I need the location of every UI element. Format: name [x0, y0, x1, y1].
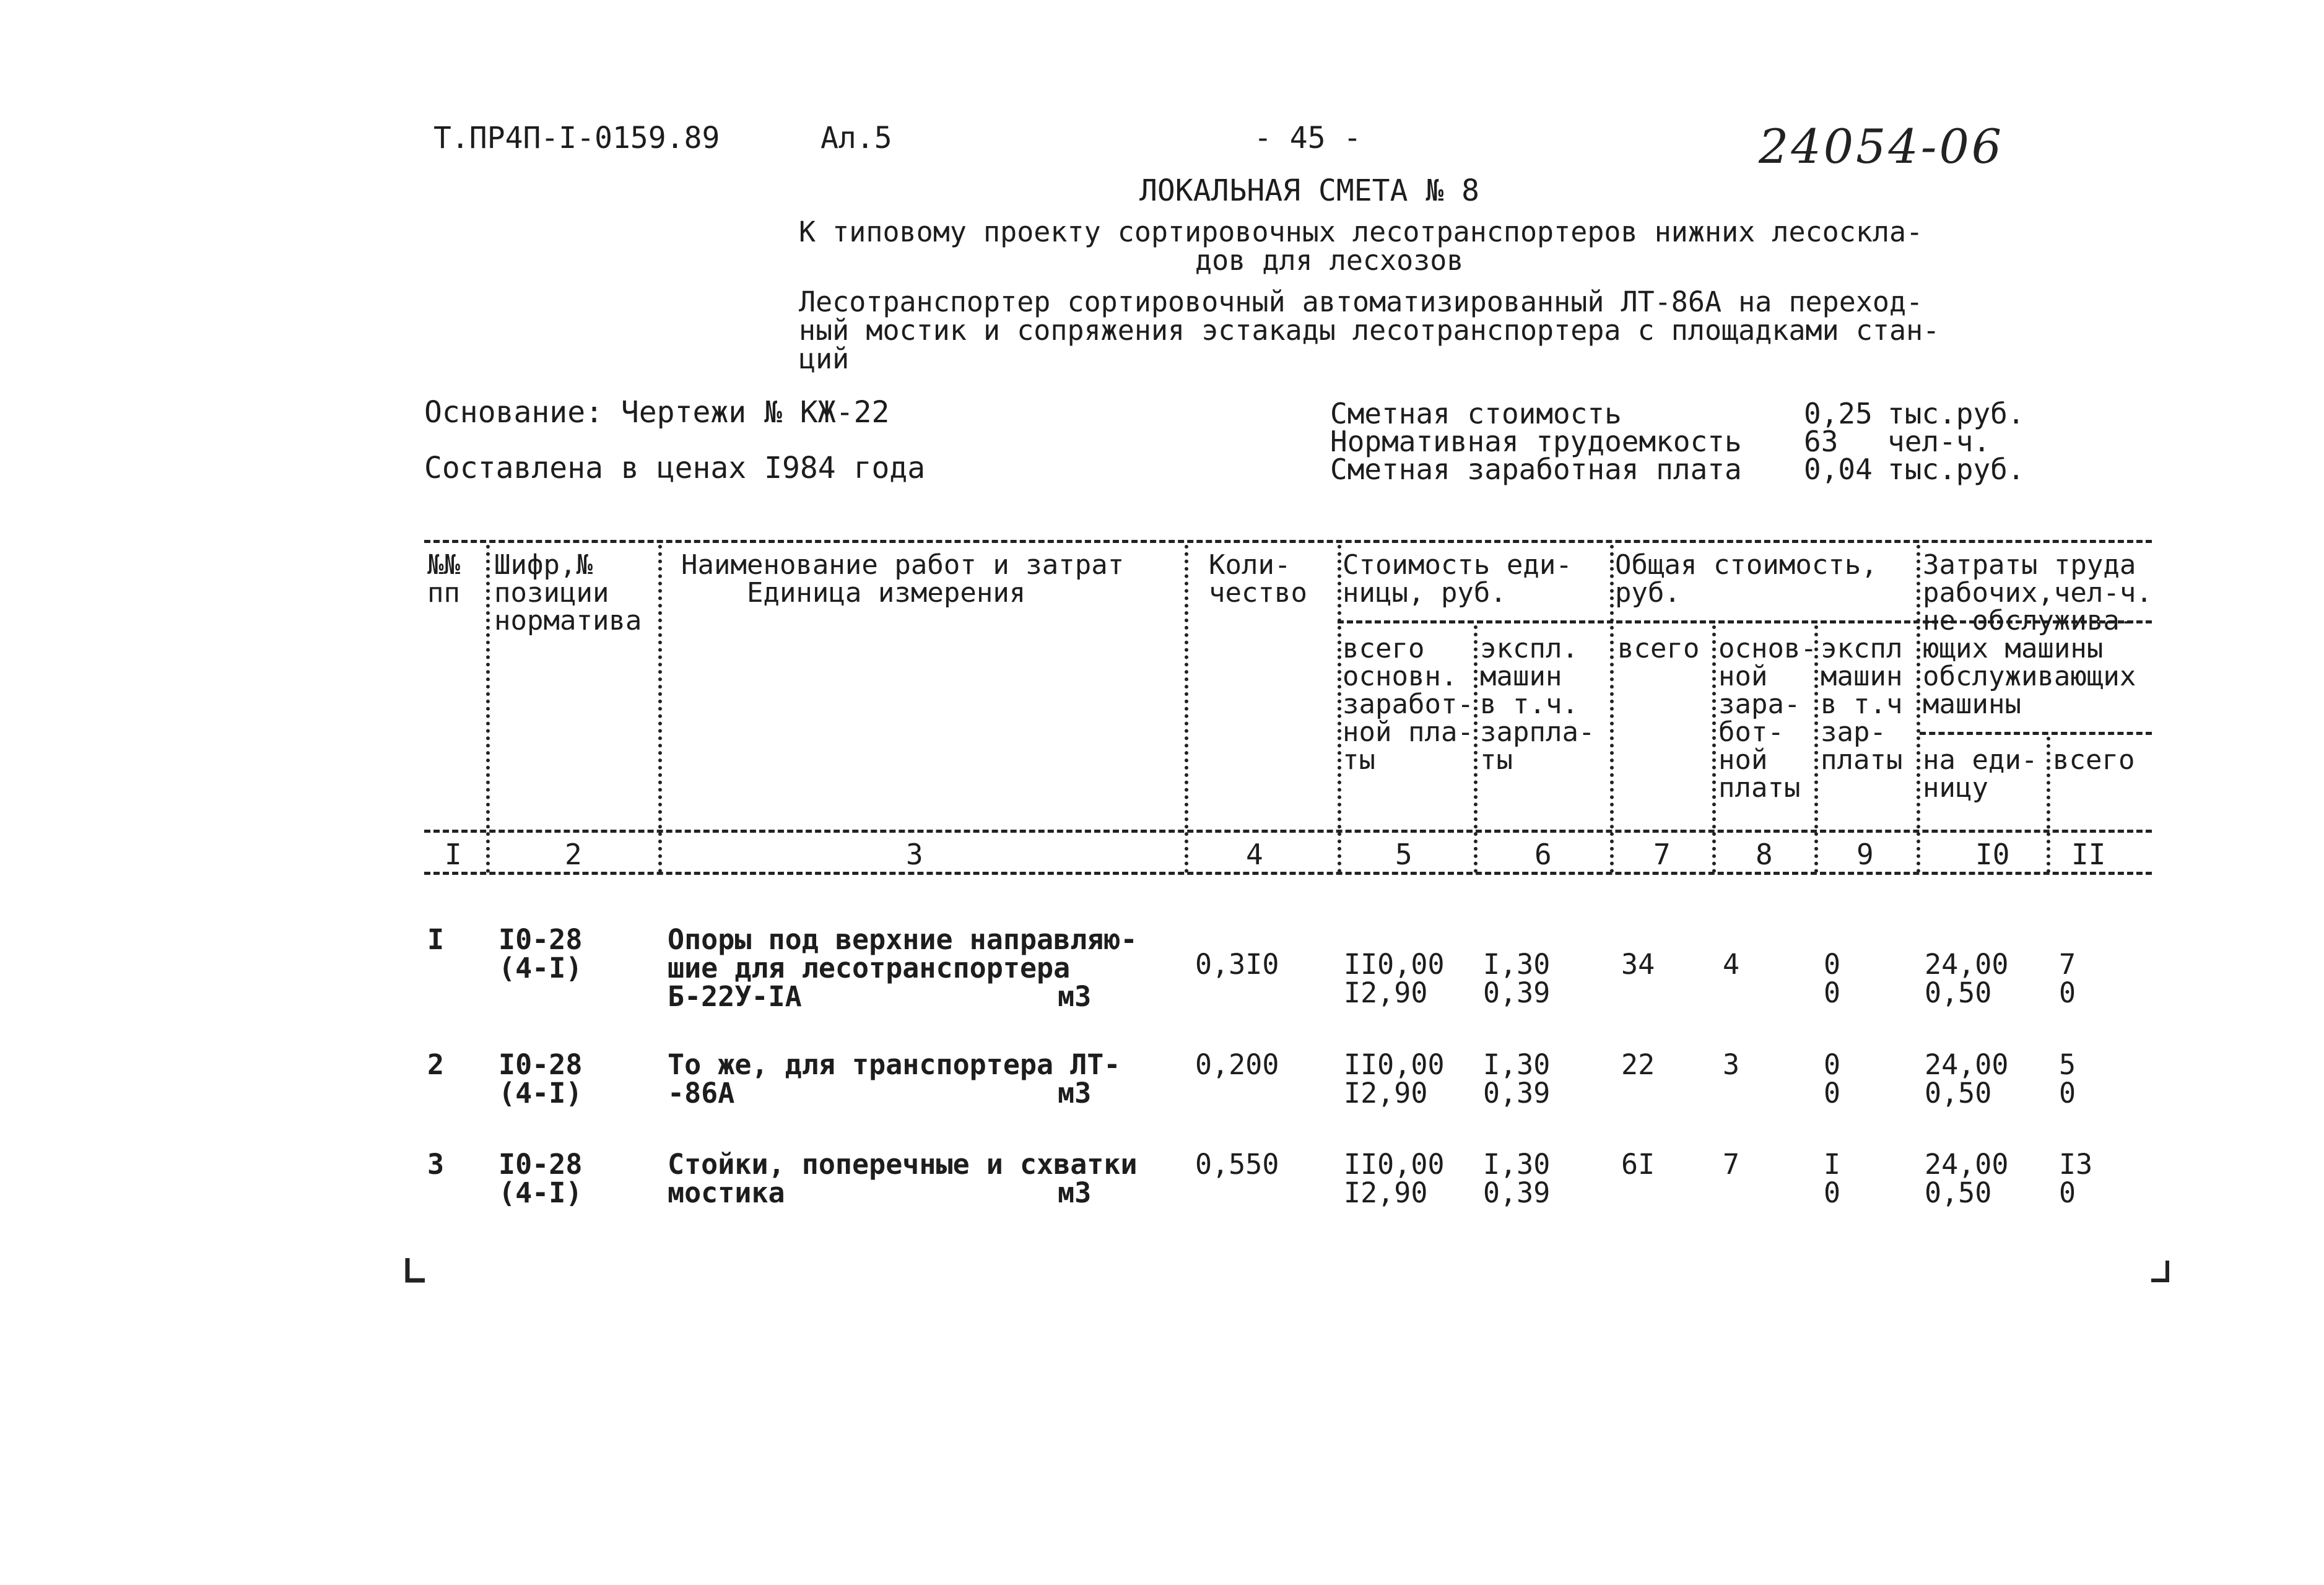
row-quantity: 0,550	[1195, 1148, 1279, 1181]
column-number: 9	[1856, 838, 1874, 871]
subtitle: К типовому проекту сортировочных лесотранспортеров нижних лесоскла- дов для лесхозов	[799, 215, 1923, 277]
row-number: I	[427, 923, 445, 956]
column-number: 3	[906, 838, 923, 871]
row-col11: 7 0	[2059, 948, 2076, 1009]
row-col10: 24,00 0,50	[1925, 1148, 2009, 1209]
row-unit: м3	[1058, 980, 1092, 1013]
row-col9: 0 0	[1824, 1048, 1841, 1110]
row-col5: II0,00 I2,90	[1344, 1148, 1445, 1209]
summary-label: Сметная заработная плата	[1330, 453, 1742, 486]
row-col6: I,30 0,39	[1483, 1148, 1551, 1209]
header-quantity: Коли- чество	[1209, 549, 1307, 609]
header-work-name: Наименование работ и затрат Единица измерения	[681, 549, 1125, 609]
row-col7: 6I	[1621, 1148, 1655, 1181]
column-number: I	[445, 838, 462, 871]
column-divider	[658, 545, 662, 873]
header-unit-cost-group: Стоимость еди- ницы, руб.	[1343, 549, 1572, 609]
row-col8: 4	[1723, 948, 1740, 981]
header-total-cost-group: Общая стоимость, руб.	[1615, 549, 1878, 609]
row-col5: II0,00 I2,90	[1344, 948, 1445, 1009]
row-col11: I3 0	[2059, 1148, 2093, 1209]
crop-mark-right	[2149, 1257, 2174, 1285]
row-col10: 24,00 0,50	[1925, 948, 2009, 1009]
basis-line: Основание: Чертежи № КЖ-22	[424, 395, 890, 430]
header-bottom-rule	[424, 830, 2152, 833]
header-col6: экспл. машин в т.ч. зарпла- ты	[1480, 633, 1595, 776]
summary-value: 0,25	[1804, 397, 1873, 430]
column-number: 5	[1395, 838, 1412, 871]
column-divider	[1185, 545, 1188, 873]
header-col10: на еди- ницу	[1923, 744, 2038, 804]
row-quantity: 0,3I0	[1195, 948, 1279, 981]
row-norm-code: I0-28 (4-I)	[498, 1048, 583, 1110]
row-col8: 7	[1723, 1148, 1740, 1181]
handwritten-inventory-number: 24054-06	[1759, 119, 2004, 174]
row-col6: I,30 0,39	[1483, 948, 1551, 1009]
row-work-name: Стойки, поперечные и схватки мостика	[668, 1148, 1138, 1209]
summary-value: 63	[1804, 425, 1839, 458]
crop-mark-left	[403, 1257, 427, 1285]
document-code: Т.ПР4П-I-0159.89	[433, 121, 720, 155]
page-number: - 45 -	[1254, 121, 1362, 155]
summary-unit: тыс.руб.	[1887, 453, 2025, 486]
column-number: II	[2071, 838, 2106, 871]
column-number: I0	[1975, 838, 2010, 871]
row-number: 3	[427, 1148, 445, 1181]
row-col11: 5 0	[2059, 1048, 2076, 1110]
column-divider	[1917, 545, 1920, 873]
column-divider	[1338, 545, 1341, 873]
object-description: Лесотранспортер сортировочный автоматизированный ЛТ-86А на переход- ный мостик и сопряжения эстакады лесотранспортера с площадками стан- ций	[799, 285, 1940, 375]
document-title: ЛОКАЛЬНАЯ СМЕТА № 8	[1139, 173, 1480, 208]
header-col9: экспл машин в т.ч зар- платы	[1821, 633, 1903, 776]
column-number: 2	[565, 838, 582, 871]
row-col7: 34	[1621, 948, 1655, 981]
row-col5: II0,00 I2,90	[1344, 1048, 1445, 1110]
summary-label: Нормативная трудоемкость	[1330, 425, 1742, 458]
summary-value: 0,04	[1804, 453, 1873, 486]
row-work-name: То же, для транспортера ЛТ- -86А	[668, 1048, 1121, 1110]
row-work-name: Опоры под верхние направляю- шие для лесотранспортера Б-22У-IА	[668, 923, 1138, 1013]
header-labor-group: Затраты труда рабочих,чел-ч. не обслужива- ющих машины обслуживающих машины	[1923, 549, 2152, 720]
header-col7: всего	[1617, 633, 1700, 664]
row-norm-code: I0-28 (4-I)	[498, 923, 583, 984]
column-divider	[486, 545, 490, 873]
row-col10: 24,00 0,50	[1925, 1048, 2009, 1110]
column-divider	[1610, 545, 1614, 873]
table-top-rule	[424, 540, 2152, 543]
header-col8: основ- ной зара- бот- ной платы	[1718, 633, 1817, 804]
row-col9: 0 0	[1824, 948, 1841, 1009]
column-number-rule	[424, 872, 2152, 875]
row-unit: м3	[1058, 1176, 1092, 1209]
row-quantity: 0,200	[1195, 1048, 1279, 1081]
column-divider	[1474, 625, 1478, 873]
summary-unit: тыс.руб.	[1887, 397, 2025, 430]
column-divider	[1712, 625, 1716, 873]
header-number: №№ пп	[427, 549, 460, 609]
column-number: 7	[1653, 838, 1671, 871]
row-col9: I 0	[1824, 1148, 1841, 1209]
row-number: 2	[427, 1048, 445, 1081]
row-col6: I,30 0,39	[1483, 1048, 1551, 1110]
column-number: 8	[1756, 838, 1773, 871]
header-col11: всего	[2053, 744, 2135, 776]
row-col8: 3	[1723, 1048, 1740, 1081]
summary-label: Сметная стоимость	[1330, 397, 1622, 430]
summary-unit: чел-ч.	[1887, 425, 1991, 458]
group-divider-rule	[1920, 732, 2152, 735]
row-col7: 22	[1621, 1048, 1655, 1081]
header-norm-code: Шифр,№ позиции норматива	[494, 549, 642, 636]
column-number: 4	[1246, 838, 1263, 871]
sheet-label: Ал.5	[820, 121, 892, 155]
header-col5: всего основн. заработ- ной пла- ты	[1343, 633, 1474, 776]
column-divider	[2047, 737, 2050, 873]
row-unit: м3	[1058, 1077, 1092, 1110]
column-number: 6	[1534, 838, 1552, 871]
prices-line: Составлена в ценах I984 года	[424, 451, 926, 485]
row-norm-code: I0-28 (4-I)	[498, 1148, 583, 1209]
